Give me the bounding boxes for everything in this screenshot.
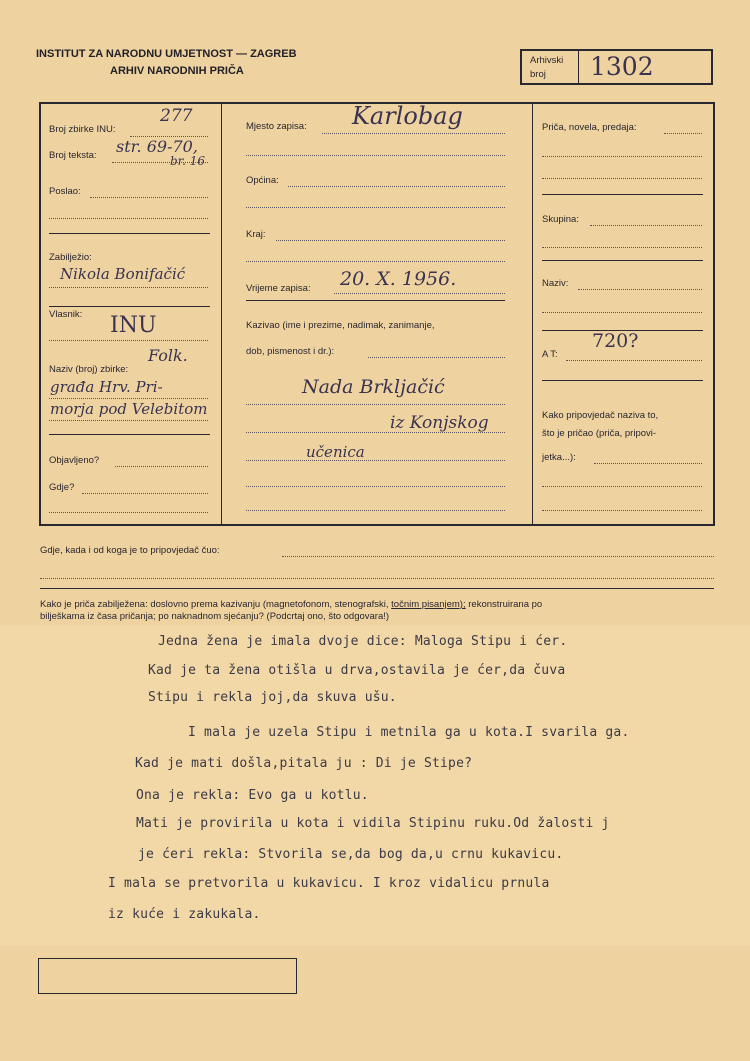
naziv-zbirke-label: Naziv (broj) zbirke: — [49, 364, 129, 375]
archive-box-divider — [578, 50, 579, 84]
dot-line — [115, 466, 208, 467]
story-line-10: iz kuće i zakukala. — [108, 907, 261, 922]
section-rule — [542, 194, 703, 195]
section-rule — [49, 306, 210, 307]
story-line-8: je ćeri rekla: Stvorila se,da bog da,u crnu kukavicu. — [138, 847, 564, 862]
skupina-label: Skupina: — [542, 214, 579, 225]
col-divider-right — [532, 103, 533, 525]
poslao-label: Poslao: — [49, 186, 81, 197]
dot-line — [40, 578, 714, 579]
opcina-label: Općina: — [246, 175, 279, 186]
prica-label: Priča, novela, predaja: — [542, 122, 637, 133]
institute-title: INSTITUT ZA NARODNU UMJETNOST — ZAGREB — [36, 48, 297, 60]
at-value: 720? — [592, 330, 639, 352]
bottom-empty-box — [38, 958, 297, 994]
kako-naziva-label-3: jetka...): — [542, 452, 576, 463]
dot-line — [246, 432, 505, 433]
story-line-6: Ona je rekla: Evo ga u kotlu. — [136, 788, 369, 803]
naziv-zbirke-value-2: građa Hrv. Pri- — [50, 378, 163, 396]
zabiljezio-label: Zabilježio: — [49, 252, 92, 263]
story-line-2: Kad je ta žena otišla u drva,ostavila je ćer,da čuva — [148, 663, 566, 678]
kako-zabiljezena-line1 — [40, 599, 542, 610]
broj-zbirke-value: 277 — [160, 106, 193, 126]
broj-teksta-label: Broj teksta: — [49, 150, 97, 161]
dot-line — [49, 398, 208, 399]
dot-line — [246, 486, 505, 487]
dot-line — [49, 340, 208, 341]
archive-number: 1302 — [590, 52, 654, 81]
dot-line — [664, 133, 702, 134]
naziv-label: Naziv: — [542, 278, 569, 289]
dot-line — [368, 357, 505, 358]
dot-line — [542, 247, 702, 248]
dot-line — [282, 556, 714, 557]
naziv-zbirke-value-3: morja pod Velebitom — [50, 400, 208, 418]
kraj-label: Kraj: — [246, 229, 266, 240]
dot-line — [334, 293, 505, 294]
dot-line — [246, 207, 505, 208]
section-rule — [49, 434, 210, 435]
archive-title: ARHIV NARODNIH PRIČA — [110, 65, 244, 77]
story-line-4: I mala je uzela Stipu i metnila ga u kota.I svarila ga. — [188, 725, 630, 740]
broj-zbirke-label: Broj zbirke INU: — [49, 124, 116, 135]
dot-line — [246, 261, 505, 262]
dot-line — [246, 460, 505, 461]
mjesto-label: Mjesto zapisa: — [246, 121, 307, 132]
dot-line — [276, 240, 505, 241]
section-rule — [49, 233, 210, 234]
kazivao-value-1: Nada Brkljačić — [302, 376, 445, 398]
kazivao-value-2: iz Konjskog — [390, 413, 489, 433]
kazivao-value-3: učenica — [306, 443, 365, 461]
kazivao-label-2: dob, pismenost i dr.): — [246, 346, 335, 357]
vlasnik-label: Vlasnik: — [49, 309, 83, 320]
dot-line — [49, 420, 208, 421]
at-label: A T: — [542, 349, 558, 360]
col-divider-left — [221, 103, 222, 525]
kako-zabiljezena-line2: bilješkama iz časa pričanja; po naknadnom sjećanju? (Podcrtaj ono, što odgovara!) — [40, 611, 390, 622]
story-line-7: Mati je provirila u kota i vidila Stipinu ruku.Od žalosti j — [136, 816, 610, 831]
kako-naziva-label-2: što je pričao (priča, pripovi- — [542, 428, 657, 439]
dot-line — [49, 512, 208, 513]
dot-line — [542, 486, 702, 487]
dot-line — [246, 155, 505, 156]
archive-label-line1: Arhivski — [530, 55, 564, 66]
archive-label-line2: broj — [530, 69, 546, 80]
story-line-3: Stipu i rekla joj,da skuva ušu. — [148, 690, 397, 705]
dot-line — [542, 510, 702, 511]
broj-teksta-value-2: br. 16 — [170, 154, 205, 168]
dot-line — [246, 404, 505, 405]
broj-teksta-value: str. 69-70, — [116, 137, 198, 156]
kako-naziva-label-1: Kako pripovjedač naziva to, — [542, 410, 659, 421]
dot-line — [49, 287, 208, 288]
vrijeme-value: 20. X. 1956. — [340, 268, 457, 290]
zabiljezio-value: Nikola Bonifačić — [60, 265, 186, 283]
kako-line1-a: Kako je priča zabilježena: doslovno prema kazivanju (magnetofonom, stenografski, — [40, 599, 389, 610]
gdje-label: Gdje? — [49, 482, 75, 493]
dot-line — [542, 156, 702, 157]
dot-line — [578, 289, 702, 290]
kako-line1-c: rekonstruirana po — [468, 599, 543, 610]
dot-line — [566, 360, 702, 361]
dot-line — [90, 197, 208, 198]
section-rule — [542, 260, 703, 261]
dot-line — [82, 493, 208, 494]
kazivao-label-1: Kazivao (ime i prezime, nadimak, zanimanje, — [246, 320, 435, 331]
kako-line1-underlined: točnim pisanjem); — [391, 599, 466, 610]
dot-line — [590, 225, 702, 226]
gdje-kada-label: Gdje, kada i od koga je to pripovjedač čuo: — [40, 545, 220, 556]
naziv-zbirke-value-1: Folk. — [148, 346, 188, 365]
dot-line — [246, 510, 505, 511]
dot-line — [542, 178, 702, 179]
story-line-5: Kad je mati došla,pitala ju : Di je Stipe? — [135, 756, 473, 771]
section-rule — [40, 588, 714, 589]
mjesto-value: Karlobag — [352, 102, 463, 130]
section-rule — [246, 300, 505, 301]
story-line-9: I mala se pretvorila u kukavicu. I kroz vidalicu prnula — [108, 876, 550, 891]
dot-line — [322, 133, 505, 134]
dot-line — [49, 218, 208, 219]
vrijeme-label: Vrijeme zapisa: — [246, 283, 311, 294]
vlasnik-value: INU — [110, 313, 157, 338]
objavljeno-label: Objavljeno? — [49, 455, 100, 466]
section-rule — [542, 380, 703, 381]
dot-line — [542, 312, 702, 313]
story-line-1: Jedna žena je imala dvoje dice: Maloga Stipu i ćer. — [158, 634, 568, 649]
dot-line — [288, 186, 505, 187]
dot-line — [594, 463, 702, 464]
